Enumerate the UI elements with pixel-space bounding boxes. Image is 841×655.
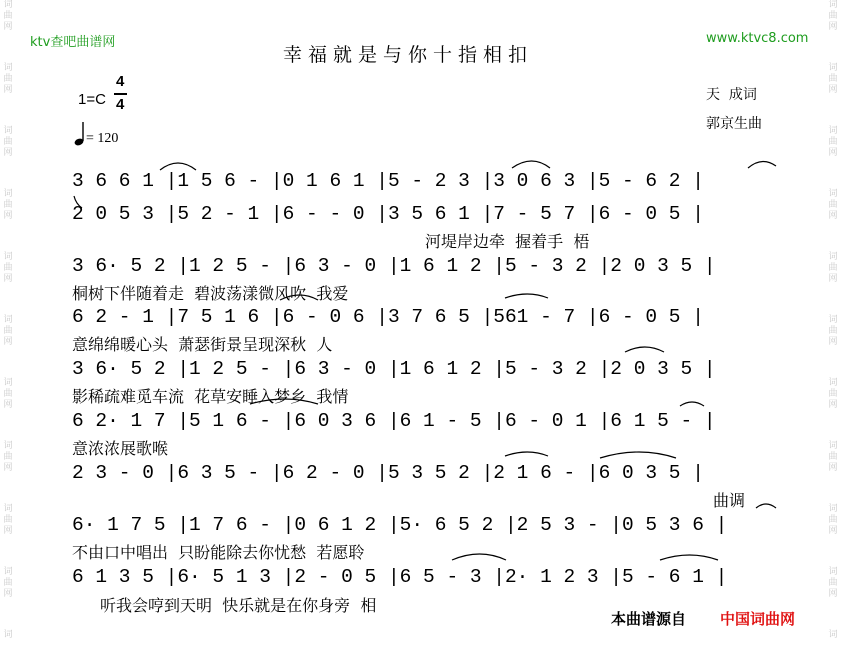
notation-row-8: 6· 1 7 5 |1 7 6 - |0 6 1 2 |5· 6 5 2 |2 5 3 - |0 5 3 6 | <box>72 514 728 536</box>
watermark-glyph: 网 <box>3 400 13 410</box>
watermark-glyph: 网 <box>828 400 838 410</box>
watermark-glyph: 词 <box>828 441 838 451</box>
watermark-glyph: 曲 <box>828 452 838 462</box>
watermark-glyph: 曲 <box>828 326 838 336</box>
watermark-glyph: 曲 <box>3 263 13 273</box>
watermark-glyph: 词 <box>828 126 838 136</box>
watermark-glyph: 曲 <box>828 515 838 525</box>
lyrics-row-8: 不由口中唱出 只盼能除去你忧愁 若愿聆 <box>72 543 365 562</box>
watermark-glyph: 网 <box>3 22 13 32</box>
watermark-glyph: 词 <box>828 378 838 388</box>
tempo-marking: = 120 <box>86 131 119 146</box>
notation-row-5: 3 6· 5 2 |1 2 5 - |6 3 - 0 |1 6 1 2 |5 - 3 2 |2 0 3 5 | <box>72 358 716 380</box>
watermark-glyph: 词 <box>828 252 838 262</box>
watermark-glyph: 网 <box>3 589 13 599</box>
right-site-label: www.ktvc8.com <box>706 31 809 46</box>
watermark-glyph: 词 <box>3 63 13 73</box>
watermark-glyph: 词 <box>828 504 838 514</box>
lyrics-row-9: 听我会哼到天明 快乐就是在你身旁 相 <box>100 596 377 615</box>
watermark-glyph: 词 <box>3 126 13 136</box>
watermark-glyph: 词 <box>3 252 13 262</box>
watermark-glyph: 网 <box>828 22 838 32</box>
watermark-glyph: 曲 <box>3 452 13 462</box>
watermark-glyph: 词 <box>828 189 838 199</box>
source-prefix: 本曲谱源自 <box>611 610 687 628</box>
notation-row-9: 6 1 3 5 |6· 5 1 3 |2 - 0 5 |6 5 - 3 |2· 1 2 3 |5 - 6 1 | <box>72 566 728 588</box>
watermark-glyph: 词 <box>828 0 838 10</box>
watermark-glyph: 网 <box>3 211 13 221</box>
watermark-glyph: 网 <box>828 526 838 536</box>
notation-row-6: 6 2· 1 7 |5 1 6 - |6 0 3 6 |6 1 - 5 |6 - 0 1 |6 1 5 - | <box>72 410 716 432</box>
watermark-glyph: 网 <box>828 148 838 158</box>
watermark-glyph: 词 <box>3 189 13 199</box>
composer-credit: 郭京生曲 <box>706 116 762 132</box>
left-site-label: ktv查吧曲谱网 <box>30 35 116 50</box>
song-title: 幸福就是与你十指相扣 <box>283 44 534 66</box>
watermark-glyph: 曲 <box>3 578 13 588</box>
watermark-glyph: 网 <box>828 337 838 347</box>
lyrics-row-2: 河堤岸边牵 握着手 梧 <box>425 232 590 251</box>
notation-row-2: 2 0 5 3 |5 2 - 1 |6 - - 0 |3 5 6 1 |7 - 5 7 |6 - 0 5 | <box>72 203 704 225</box>
time-signature-top: 4 <box>116 73 125 90</box>
watermark-glyph: 曲 <box>3 200 13 210</box>
watermark-glyph: 网 <box>828 589 838 599</box>
source-site-link[interactable]: 中国词曲网 <box>720 610 796 628</box>
notation-row-4: 6 2 - 1 |7 5 1 6 |6 - 0 6 |3 7 6 5 |561 - 7 |6 - 0 5 | <box>72 306 704 328</box>
watermark-glyph: 词 <box>3 504 13 514</box>
watermark-glyph: 词 <box>828 63 838 73</box>
watermark-glyph: 词 <box>3 378 13 388</box>
watermark-glyph: 网 <box>828 211 838 221</box>
watermark-glyph: 词 <box>3 630 13 640</box>
lyrics-row-3: 桐树下伴随着走 碧波荡漾微风吹 我爱 <box>72 284 349 303</box>
time-signature-bottom: 4 <box>116 96 125 113</box>
lyrics-row-6: 意浓浓展歌喉 <box>72 439 169 458</box>
watermark-glyph: 曲 <box>828 578 838 588</box>
watermark-glyph: 词 <box>828 315 838 325</box>
watermark-glyph: 曲 <box>3 137 13 147</box>
watermark-glyph: 曲 <box>3 74 13 84</box>
watermark-glyph: 曲 <box>828 74 838 84</box>
lyrics-row-7: 曲调 <box>713 491 746 510</box>
watermark-glyph: 曲 <box>828 11 838 21</box>
watermark-glyph: 词 <box>3 441 13 451</box>
watermark-glyph: 网 <box>3 463 13 473</box>
watermark-glyph: 网 <box>3 526 13 536</box>
lyrics-row-5: 影稀疏难觅车流 花草安睡入梦乡 我情 <box>72 387 349 406</box>
watermark-glyph: 网 <box>3 337 13 347</box>
watermark-glyph: 网 <box>828 274 838 284</box>
watermark-glyph: 词 <box>828 630 838 640</box>
watermark-glyph: 曲 <box>3 515 13 525</box>
lyricist-credit: 天 成词 <box>706 87 757 103</box>
watermark-glyph: 网 <box>828 463 838 473</box>
watermark-glyph: 曲 <box>828 137 838 147</box>
notation-row-1: 3 6 6 1 |1 5 6 - |0 1 6 1 |5 - 2 3 |3 0 6 3 |5 - 6 2 | <box>72 170 704 192</box>
watermark-glyph: 曲 <box>828 263 838 273</box>
watermark-glyph: 曲 <box>3 11 13 21</box>
watermark-glyph: 词 <box>3 315 13 325</box>
key-signature: 1=C <box>78 91 106 108</box>
lyrics-row-4: 意绵绵暖心头 萧瑟街景呈现深秋 人 <box>72 335 333 354</box>
watermark-glyph: 曲 <box>3 389 13 399</box>
notation-row-7: 2 3 - 0 |6 3 5 - |6 2 - 0 |5 3 5 2 |2 1 6 - |6 0 3 5 | <box>72 462 704 484</box>
watermark-glyph: 网 <box>3 85 13 95</box>
watermark-glyph: 曲 <box>3 326 13 336</box>
watermark-glyph: 网 <box>828 85 838 95</box>
watermark-glyph: 曲 <box>828 200 838 210</box>
notation-row-3: 3 6· 5 2 |1 2 5 - |6 3 - 0 |1 6 1 2 |5 - 3 2 |2 0 3 5 | <box>72 255 716 277</box>
watermark-glyph: 词 <box>3 567 13 577</box>
watermark-glyph: 词 <box>828 567 838 577</box>
watermark-glyph: 网 <box>3 148 13 158</box>
watermark-glyph: 网 <box>3 274 13 284</box>
watermark-glyph: 词 <box>3 0 13 10</box>
watermark-glyph: 曲 <box>828 389 838 399</box>
